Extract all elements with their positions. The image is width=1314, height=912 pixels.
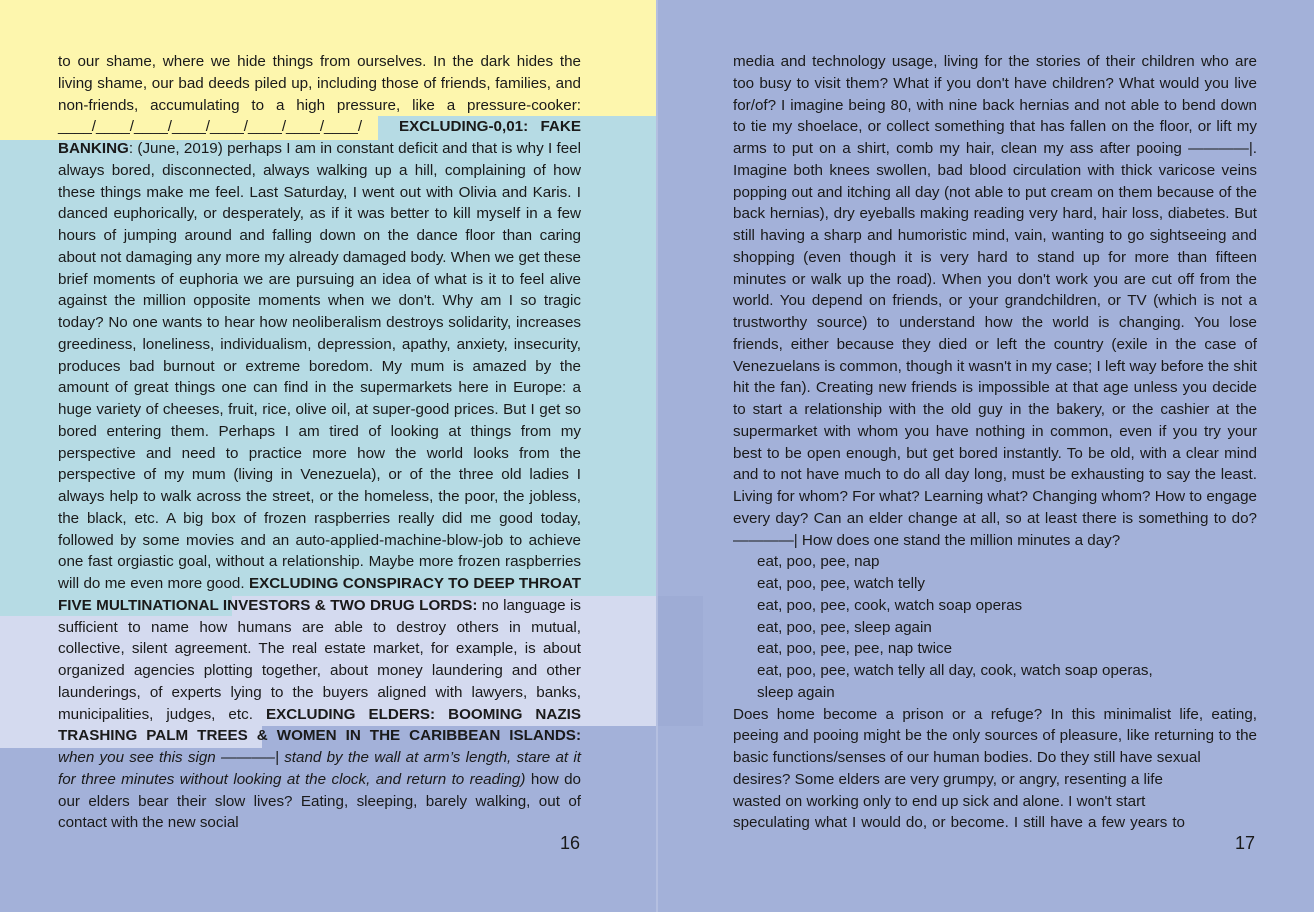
section-heading: EXCLUDING CONSPIRACY TO DEEP THROAT FIVE MULTINATIONAL INVESTORS & TWO DRUG LORDS: bbox=[58, 575, 581, 614]
section-heading: EXCLUDING-0,01: FAKE BANKING bbox=[58, 118, 581, 157]
page-gutter bbox=[656, 0, 658, 912]
list-item: eat, poo, pee, pee, nap twice bbox=[757, 640, 953, 658]
text-run: no language is sufficient to name how humans are able to destroy others in mutual, collective, silent agreement. The real estate market, for example, is about organized agencies plotting together, about money laundering and other launderings, of experts lying to the buyers aligned with lawyers, banks, municipalities, judges, etc. bbox=[58, 596, 581, 723]
text-line: desires? Some elders are very grumpy, or angry, resenting a life bbox=[733, 770, 1163, 788]
page-number: 16 bbox=[560, 833, 581, 853]
left-page-text bbox=[58, 51, 581, 834]
list-item: eat, poo, pee, cook, watch soap operas bbox=[757, 596, 1023, 614]
text-run: how do our elders bear their slow lives? Eating, sleeping, barely walking, out of contact with the new social bbox=[58, 770, 582, 832]
list-item: eat, poo, pee, nap bbox=[757, 553, 880, 571]
background-shape bbox=[657, 596, 703, 726]
section-heading: EXCLUDING ELDERS: BOOMING NAZIS TRASHING PALM TREES & WOMEN IN THE CARIBBEAN ISLANDS: bbox=[58, 705, 581, 745]
text-line: wasted on working only to end up sick and alone. I won't start bbox=[733, 792, 1146, 810]
list-item: eat, poo, pee, sleep again bbox=[757, 618, 932, 636]
list-item: sleep again bbox=[757, 683, 835, 701]
paragraph: Does home become a prison or a refuge? In this minimalist life, eating, peeing and pooing might be the only sources of pleasure, like returning to the basic functions/senses of our human bodies. Do they still have sexual bbox=[733, 705, 1257, 766]
text-run: : (June, 2019) perhaps I am in constant deficit and that is why I feel always bored, disconnected, always walking up a hill, complaining of how these things make me feel. Last Saturday, I went out with Olivia and Karis. I danced euphorically, or desperately, as if it was better to kill myself in a few hours of jumping around and falling down on the dance floor than caring about not damaging any more my already damaged body. When we get these brief moments of euphoria we are pursuing an idea of what is it to feel alive against the million opposite moments when we don't. Why am I so tragic today? No one wants to hear how neoliberalism destroys solidarity, increases greediness, loneliness, individualism, depression, apathy, anxiety, insecurity, produces bad burnout or extreme boredom. My mum is amazed by the amount of great things one can find in the supermarkets here in Europe: a huge variety of cheeses, fruit, rice, olive oil, at super-good prices. But I get so bored entering them. Perhaps I am tired of looking at things from my perspective and need to practice more how the world looks from the perspective of my mum (living in Venezuela), or of the three old ladies I always help to walk across the street, or the homeless, the poor, the jobless, the black, etc. A big box of frozen raspberries really did me good today, followed by some movies and an auto-applied-machine-blow-job to achieve one fast orgiastic goal, without a relationship. Maybe more frozen raspberries will do me even more good. bbox=[58, 140, 581, 592]
paragraph: media and technology usage, living for the stories of their children who are too busy to visit them? What if you don't have children? What would you live for/of? I imagine being 80, with nine back hernias and not able to bend down to tie my shoelace, or collect something that has fallen on the floor, or lift my arms to put on a shirt, comb my hair, clean my ass after pooing ————|. Imagine both knees swollen, bad blood circulation with thick varicose veins popping out and itching all day (not able to put cream on them because of the back hernias), dry eyeballs making reading very hard, hair loss, diabetes. But still having a sharp and humoristic mind, vain, wanting to go sightseeing and shopping (even though it is very hard to stand up for more than fifteen minutes or walk up the road). When you don't work you are cut off from the world. You depend on friends, or your grandchildren, or TV (which is not a trustworthy source) to understand how the world is changing. You lose friends, either because they died or left the country (exile in the case of Venezuelans is common, though it wasn't in my case; I left way before the shit hit the fan). Creating new friends is impossible at that age unless you decide to start a relationship with the old guy in the bakery, or the cashier at the supermarket with whom you have nothing in common, even if you try your best to be open enough, but get bored instantly. To be old, with a clear mind and to not have much to do all day long, must be exhausting to say the least. Living for whom? For what? Learning what? Changing whom? How to engage every day? Can an elder change at all, so at least there is something to do? ————| How does one stand the million minutes a day? bbox=[733, 53, 1257, 549]
right-page-text bbox=[733, 51, 1257, 834]
page-number: 17 bbox=[1235, 833, 1256, 853]
italic-instruction: when you see this sign ———–| stand by the wall at arm’s length, stare at it for three minutes without looking at the clock, and return to reading) bbox=[58, 749, 581, 788]
text-run: to our shame, where we hide things from ourselves. In the dark hides the living shame, our bad deeds piled up, including those of friends, families, and non-friends, accumulating to a high pressure, like a pressure-cooker: ____/____/____/____/____/____/____/____/ bbox=[58, 53, 581, 136]
list-item: eat, poo, pee, watch telly bbox=[757, 575, 926, 592]
text-line: speculating what I would do, or become. I still have a few years to bbox=[733, 814, 1185, 832]
routine-list bbox=[733, 551, 1257, 703]
paragraph bbox=[58, 51, 581, 834]
list-item: eat, poo, pee, watch telly all day, cook, watch soap operas, bbox=[757, 662, 1153, 679]
